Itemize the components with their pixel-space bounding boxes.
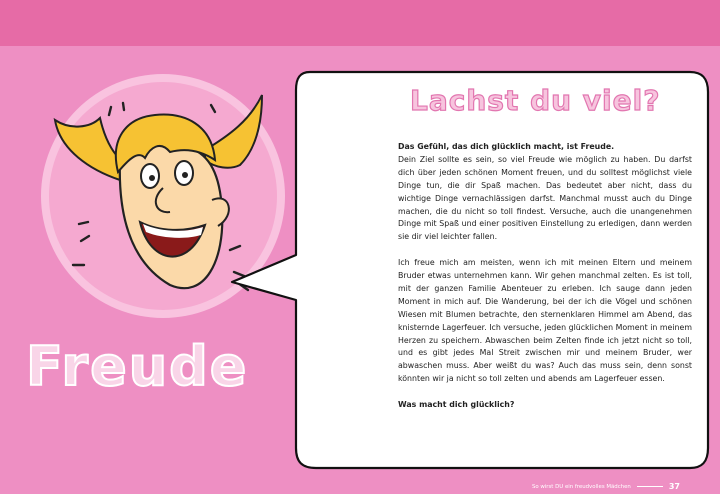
page-heading: Lachst du viel? — [410, 84, 661, 117]
footer — [532, 482, 680, 491]
bubble-text — [398, 141, 692, 425]
left-pupil — [149, 175, 155, 181]
footer-divider — [637, 486, 663, 487]
closing-question: Was macht dich glücklich? — [398, 400, 515, 410]
footer-book-title: So wirst DU ein freudvolles Mädchen — [531, 483, 631, 490]
right-pupil — [182, 172, 188, 178]
chapter-title: Freude — [26, 335, 249, 398]
paragraph-1-lead: Das Gefühl, das dich glücklich macht, ist Freude. — [398, 142, 615, 151]
paragraph-2: Ich freue mich am meisten, wenn ich mit meinen Eltern und meinem Bruder etwas unternehmen kann. Wir gehen manchmal zelten. Es ist toll, mit der ganzen Familie Abenteuer zu erleben. Ich sauge dann jeden Moment in mich auf. Die Wanderung, bei der ich die Vögel und schönen Wiesen mit Blumen betrachte, den sternenklaren Himmel am Abend, das knisternde Lagerfeuer. Ich versuche, jeden glücklichen Moment in meinem Herzen zu speichern. Abwaschen beim Zelten finde ich jetzt nicht so toll, und es gibt jedes Mal Streit zwischen mir und meinem Bruder, wer abwaschen muss. Aber weißt du was? Auch das muss sein, denn sonst könnten wir ja nicht so toll zelten und abends am Lagerfeuer essen. — [398, 258, 692, 384]
paragraph-1 — [398, 141, 692, 244]
page-number: 37 — [668, 482, 680, 491]
paragraph-1-body: Dein Ziel sollte es sein, so viel Freude wie möglich zu haben. Du darfst dich über jeden schönen Moment freuen, und du solltest möglichst viele Dinge tun, die dir Spaß machen. Das bedeutet aber nicht, dass du wichtige Dinge vernachlässigen darfst. Manchmal musst auch du Dinge machen, die du nicht so toll findest. Versuche, auch die unangenehmen Dinge mit Spaß und einer positiven Einstellung zu erledigen, dann werden sie dir viel leichter fallen. — [398, 154, 692, 242]
